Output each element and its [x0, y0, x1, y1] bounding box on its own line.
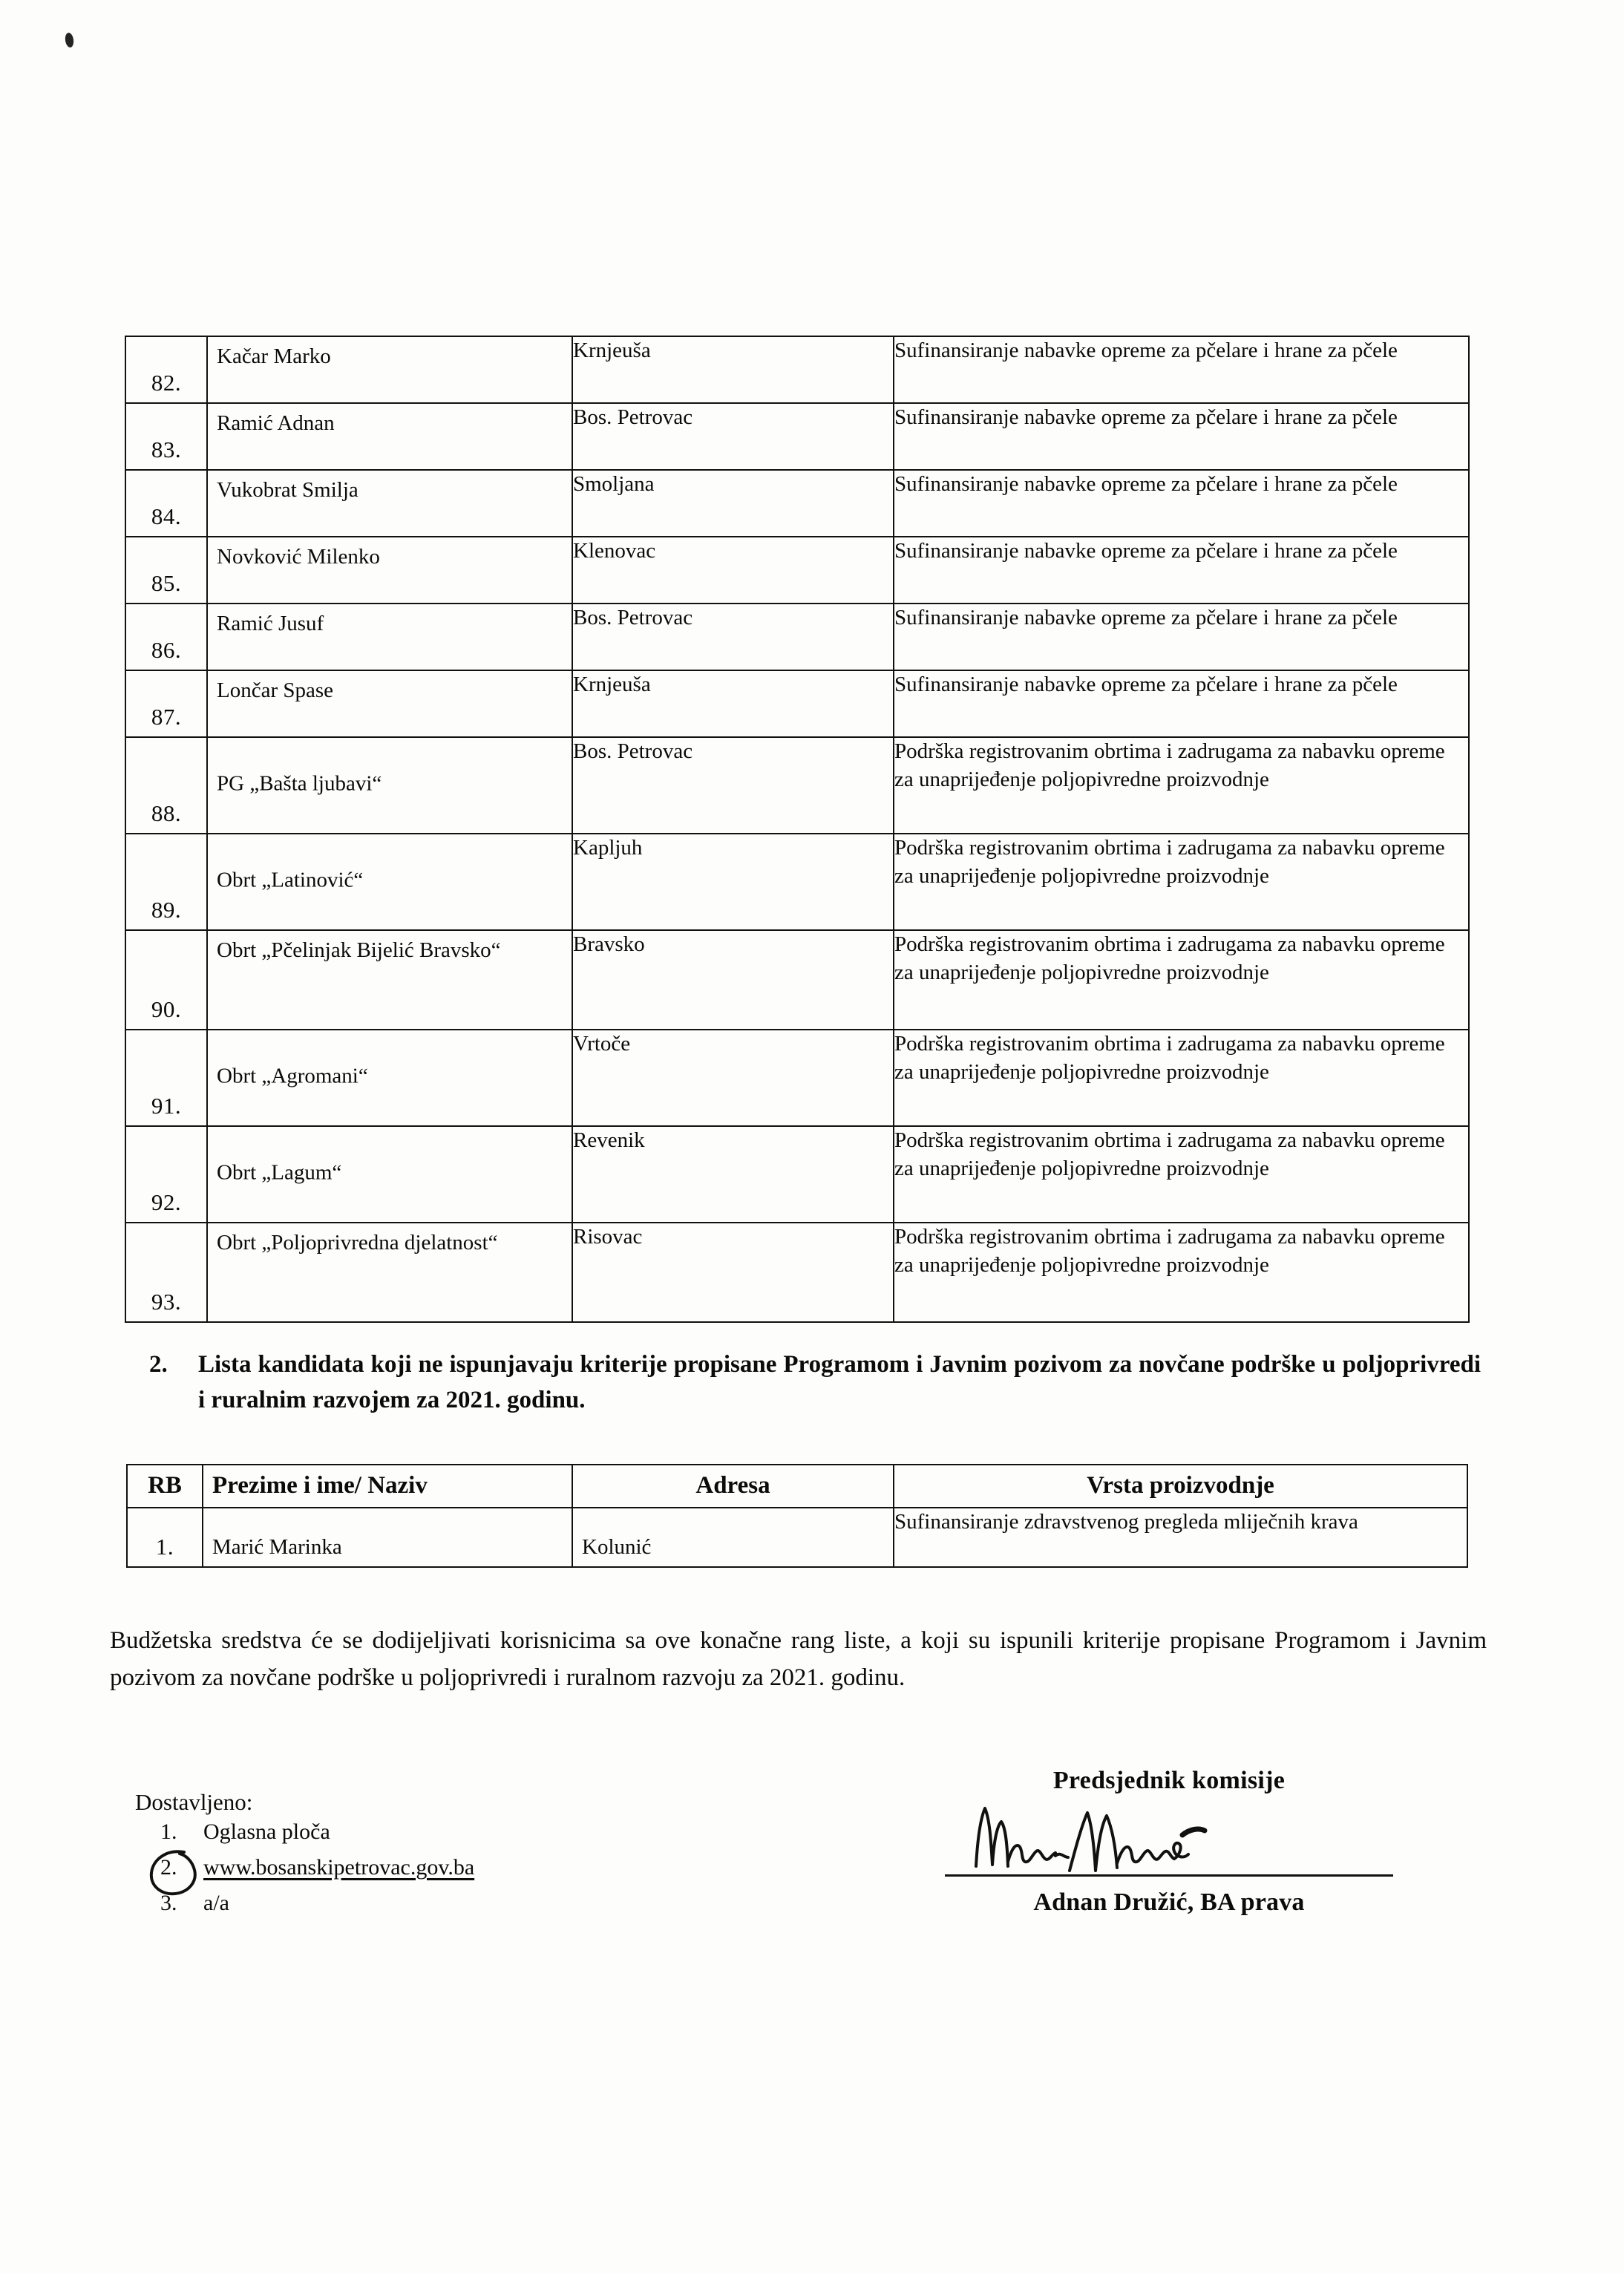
website-link[interactable]: www.bosanskipetrovac.gov.ba — [203, 1855, 475, 1880]
header-production-kind: Vrsta proizvodnje — [894, 1465, 1467, 1508]
row-number-cell — [125, 737, 207, 834]
row-number: 85. — [151, 569, 182, 596]
table-header-row — [127, 1465, 1467, 1508]
row-number: 92. — [151, 1188, 182, 1215]
production-kind-cell: Sufinansiranje nabavke opreme za pčelare i hrane za pčele — [894, 403, 1469, 470]
table-row — [125, 537, 1469, 604]
name-cell — [207, 604, 572, 670]
table-row — [125, 604, 1469, 670]
candidate-name: Obrt „Poljoprivredna djelatnost“ — [217, 1231, 498, 1255]
row-number-cell — [125, 403, 207, 470]
production-kind-cell: Podrška registrovanim obrtima i zadrugama za nabavku opreme za unaprijeđenje poljopivredne proizvodnje — [894, 1126, 1469, 1223]
list-item — [160, 1821, 474, 1857]
address-cell: Bos. Petrovac — [572, 737, 894, 834]
row-number-cell — [125, 470, 207, 537]
table-row — [125, 737, 1469, 834]
signature-title: Predsjednik komisije — [1052, 1767, 1286, 1794]
candidate-name: Vukobrat Smilja — [217, 478, 358, 502]
name-cell — [207, 1223, 572, 1322]
address-cell: Risovac — [572, 1223, 894, 1322]
row-number: 87. — [151, 703, 182, 730]
table-row — [127, 1508, 1467, 1567]
table-row — [125, 403, 1469, 470]
distribution-list — [135, 1821, 474, 1928]
address-cell: Krnjeuša — [572, 670, 894, 737]
row-number-cell — [125, 930, 207, 1030]
row-number: 82. — [151, 369, 182, 396]
production-kind-cell: Sufinansiranje nabavke opreme za pčelare i hrane za pčele — [894, 336, 1469, 403]
candidate-name: Obrt „Latinović“ — [217, 868, 364, 892]
signature-line — [945, 1874, 1393, 1877]
name-cell — [207, 336, 572, 403]
section-2-heading — [149, 1347, 1481, 1418]
row-number-cell — [125, 670, 207, 737]
name-cell — [207, 1030, 572, 1126]
list-item-index: 3. — [160, 1891, 177, 1915]
address-cell: Bos. Petrovac — [572, 403, 894, 470]
budget-paragraph: Budžetska sredstva će se dodijeljivati korisnicima sa ove konačne rang liste, a koji su ispunili kriterije propisane Programom i Javnim pozivom za novčane podrške u poljoprivredi i ruralnom razvoju za 2021. godinu. — [110, 1627, 1487, 1692]
candidate-name: Ramić Adnan — [217, 411, 335, 435]
candidate-address: Kolunić — [582, 1535, 652, 1560]
production-kind-cell: Podrška registrovanim obrtima i zadrugama za nabavku opreme za unaprijeđenje poljopivredne proizvodnje — [894, 834, 1469, 930]
name-cell — [207, 670, 572, 737]
name-cell — [207, 403, 572, 470]
name-cell — [207, 930, 572, 1030]
address-cell: Smoljana — [572, 470, 894, 537]
row-number-cell — [127, 1508, 203, 1567]
candidate-name: Obrt „Lagum“ — [217, 1160, 342, 1185]
row-number: 91. — [151, 1092, 182, 1119]
list-item-index: 1. — [160, 1819, 177, 1844]
candidate-name: Obrt „Agromani“ — [217, 1064, 368, 1088]
signatory-name: Adnan Družić, BA prava — [1033, 1888, 1305, 1916]
name-cell — [203, 1508, 572, 1567]
table-row — [125, 1126, 1469, 1223]
production-kind-cell: Podrška registrovanim obrtima i zadrugama za nabavku opreme za unaprijeđenje poljopivredne proizvodnje — [894, 1030, 1469, 1126]
list-item — [160, 1857, 474, 1892]
address-cell: Revenik — [572, 1126, 894, 1223]
row-number-cell — [125, 336, 207, 403]
table-row — [125, 336, 1469, 403]
production-kind-cell: Podrška registrovanim obrtima i zadrugama za nabavku opreme za unaprijeđenje poljopivredne proizvodnje — [894, 737, 1469, 834]
name-cell — [207, 737, 572, 834]
candidate-name: Obrt „Pčelinjak Bijelić Bravsko“ — [217, 938, 501, 962]
candidate-name: Marić Marinka — [212, 1535, 342, 1560]
row-number-cell — [125, 604, 207, 670]
address-cell: Krnjeuša — [572, 336, 894, 403]
row-number: 1. — [155, 1533, 174, 1560]
row-number-cell — [125, 1126, 207, 1223]
row-number: 83. — [151, 436, 182, 462]
production-kind-cell: Sufinansiranje nabavke opreme za pčelare i hrane za pčele — [894, 470, 1469, 537]
row-number-cell — [125, 834, 207, 930]
candidate-name: Kačar Marko — [217, 344, 331, 368]
header-address: Adresa — [572, 1465, 894, 1508]
rejected-candidates-table — [126, 1464, 1468, 1568]
address-cell: Bos. Petrovac — [572, 604, 894, 670]
address-cell: Bravsko — [572, 930, 894, 1030]
table-row — [125, 670, 1469, 737]
row-number-cell — [125, 1223, 207, 1322]
list-item-index: 2. — [160, 1855, 177, 1880]
row-number: 86. — [151, 636, 182, 663]
table-row — [125, 1030, 1469, 1126]
list-item — [160, 1892, 474, 1928]
approved-candidates-table — [125, 336, 1470, 1323]
candidate-name: Novković Milenko — [217, 545, 380, 569]
handwritten-signature-icon — [931, 1796, 1407, 1884]
list-item-label: a/a — [203, 1891, 229, 1915]
row-number: 88. — [151, 799, 182, 826]
production-kind-cell: Sufinansiranje nabavke opreme za pčelare i hrane za pčele — [894, 604, 1469, 670]
header-rb: RB — [127, 1465, 203, 1508]
signature-block — [931, 1767, 1407, 1917]
candidate-name: Lončar Spase — [217, 678, 334, 702]
table-row — [125, 1223, 1469, 1322]
distribution-block — [135, 1790, 474, 1928]
section-number: 2. — [149, 1351, 168, 1378]
candidate-name: Ramić Jusuf — [217, 612, 324, 635]
section-title: Lista kandidata koji ne ispunjavaju kriterije propisane Programom i Javnim pozivom za novčane podrške u poljoprivredi i ruralnim razvojem za 2021. godinu. — [198, 1351, 1481, 1413]
row-number: 89. — [151, 896, 182, 923]
table-row — [125, 470, 1469, 537]
candidate-name: PG „Bašta ljubavi“ — [217, 771, 382, 796]
list-item-label: Oglasna ploča — [203, 1819, 330, 1844]
production-kind-cell: Podrška registrovanim obrtima i zadrugama za nabavku opreme za unaprijeđenje poljopivredne proizvodnje — [894, 1223, 1469, 1322]
name-cell — [207, 470, 572, 537]
header-name: Prezime i ime/ Naziv — [203, 1465, 572, 1508]
production-kind-cell: Podrška registrovanim obrtima i zadrugama za nabavku opreme za unaprijeđenje poljopivredne proizvodnje — [894, 930, 1469, 1030]
name-cell — [207, 537, 572, 604]
scan-artifact-dot — [65, 32, 75, 48]
name-cell — [207, 834, 572, 930]
production-kind-cell: Sufinansiranje nabavke opreme za pčelare i hrane za pčele — [894, 537, 1469, 604]
address-cell — [572, 1508, 894, 1567]
row-number: 93. — [151, 1288, 182, 1315]
table-row — [125, 930, 1469, 1030]
address-cell: Kapljuh — [572, 834, 894, 930]
row-number: 84. — [151, 503, 182, 529]
address-cell: Klenovac — [572, 537, 894, 604]
row-number-cell — [125, 537, 207, 604]
row-number: 90. — [151, 995, 182, 1022]
address-cell: Vrtoče — [572, 1030, 894, 1126]
production-kind-cell: Sufinansiranje nabavke opreme za pčelare i hrane za pčele — [894, 670, 1469, 737]
production-kind-cell: Sufinansiranje zdravstvenog pregleda mliječnih krava — [894, 1508, 1467, 1567]
name-cell — [207, 1126, 572, 1223]
row-number-cell — [125, 1030, 207, 1126]
table-row — [125, 834, 1469, 930]
distribution-title: Dostavljeno: — [135, 1789, 253, 1815]
